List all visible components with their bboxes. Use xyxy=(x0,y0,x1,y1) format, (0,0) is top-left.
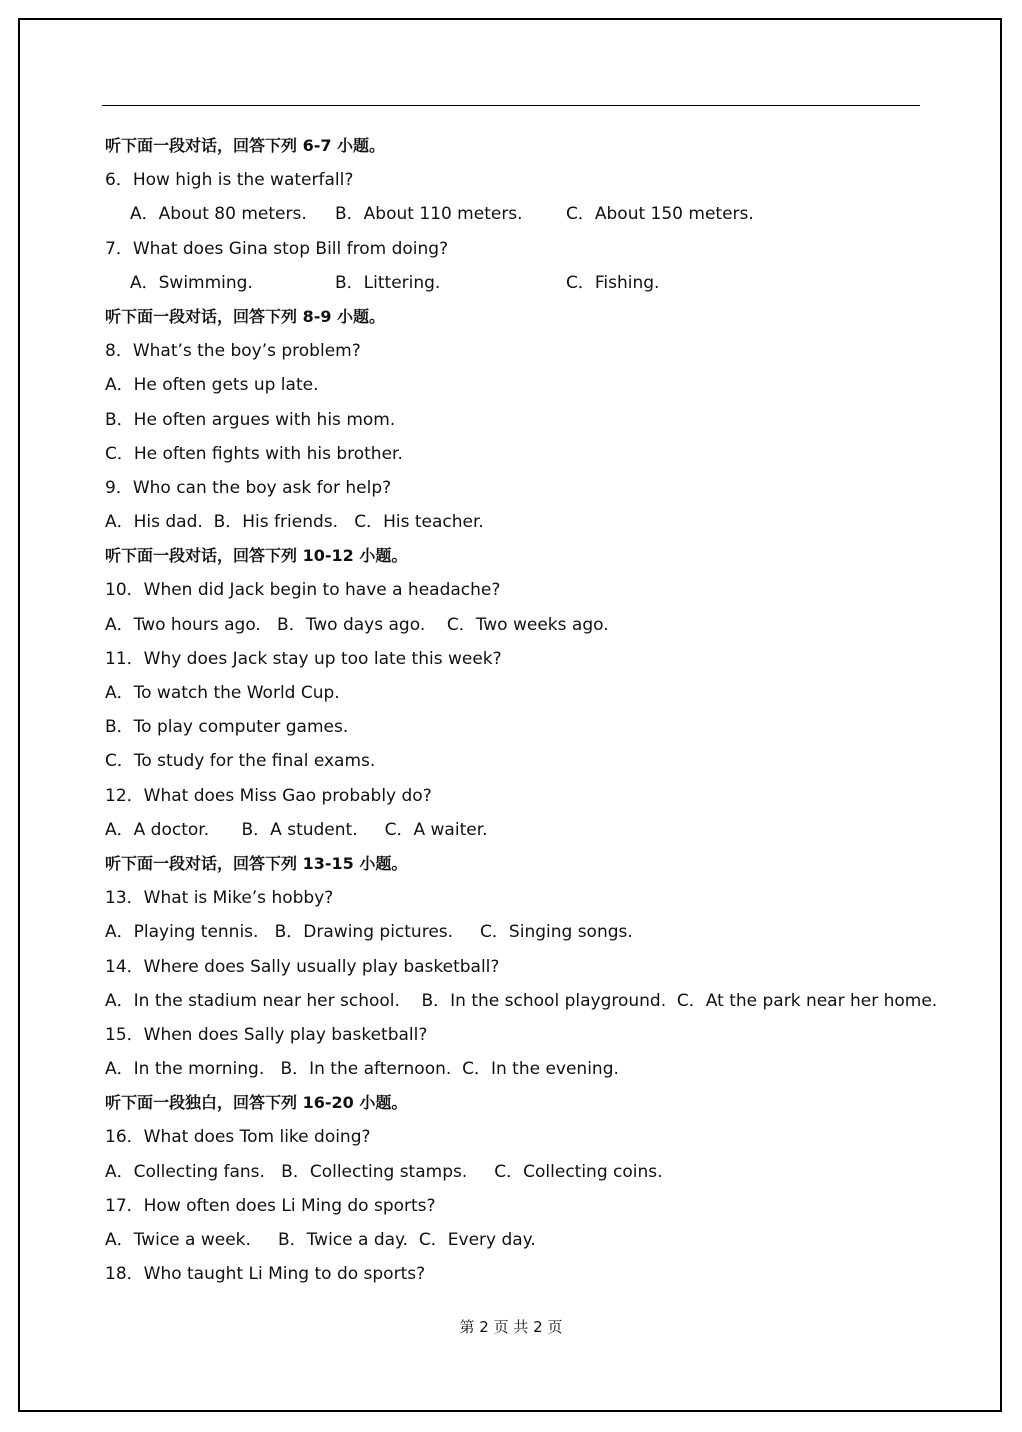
answer-line: A．Twice a week. B．Twice a day. C．Every day. xyxy=(105,1230,536,1250)
question-text: 18．Who taught Li Ming to do sports? xyxy=(105,1264,426,1285)
answer-option: C．About 150 meters. xyxy=(566,204,754,225)
answer-line: A．A doctor. B．A student. C．A waiter. xyxy=(105,819,488,840)
answer-options xyxy=(105,197,935,231)
answer-option: B．Littering. xyxy=(335,272,441,293)
section-heading: 听下面一段对话，回答下列 8-9 小题。 xyxy=(105,306,386,326)
answer-line: A．In the stadium near her school. B．In the school playground. C．At the park near her home. xyxy=(105,990,938,1011)
answer-line: B．He often argues with his mom. xyxy=(105,409,396,430)
answer-option: A．About 80 meters. xyxy=(130,204,307,225)
answer-line: A．He often gets up late. xyxy=(105,375,319,396)
question-text: 11．Why does Jack stay up too late this week? xyxy=(105,648,502,669)
question-text: 7．What does Gina stop Bill from doing? xyxy=(105,238,449,259)
question-text: 8．What’s the boy’s problem? xyxy=(105,341,361,362)
page-footer: 第 2 页 共 2 页 xyxy=(459,1318,563,1336)
answer-line: A．Two hours ago. B．Two days ago. C．Two weeks ago. xyxy=(105,614,609,635)
answer-line: C．He often fights with his brother. xyxy=(105,443,403,464)
section-heading: 听下面一段对话，回答下列 6-7 小题。 xyxy=(105,136,386,155)
answer-line: A．To watch the World Cup. xyxy=(105,683,340,703)
question-text: 12．What does Miss Gao probably do? xyxy=(105,785,432,806)
header-rule xyxy=(102,105,920,106)
question-text: 16．What does Tom like doing? xyxy=(105,1127,371,1148)
answer-line: C．To study for the final exams. xyxy=(105,751,376,772)
question-text: 10．When did Jack begin to have a headache? xyxy=(105,580,501,601)
section-heading: 听下面一段独白，回答下列 16-20 小题。 xyxy=(105,1093,408,1113)
answer-line: A．Playing tennis. B．Drawing pictures. C．Singing songs. xyxy=(105,922,633,943)
question-text: 6．How high is the waterfall? xyxy=(105,170,354,191)
question-text: 14．Where does Sally usually play basketball? xyxy=(105,956,500,977)
answer-option: A．Swimming. xyxy=(130,272,253,293)
section-heading: 听下面一段对话，回答下列 13-15 小题。 xyxy=(105,853,408,873)
answer-options xyxy=(105,266,935,300)
section-heading: 听下面一段对话，回答下列 10-12 小题。 xyxy=(105,546,408,566)
answer-line: A．Collecting fans. B．Collecting stamps. C．Collecting coins. xyxy=(105,1161,663,1182)
exam-content xyxy=(105,129,938,1291)
question-text: 13．What is Mike’s hobby? xyxy=(105,888,334,909)
answer-line: A．In the morning. B．In the afternoon. C．In the evening. xyxy=(105,1059,619,1080)
question-text: 15．When does Sally play basketball? xyxy=(105,1024,428,1045)
answer-option: C．Fishing. xyxy=(566,272,660,293)
question-text: 17．How often does Li Ming do sports? xyxy=(105,1195,436,1216)
answer-line: B．To play computer games. xyxy=(105,717,349,738)
answer-option: B．About 110 meters. xyxy=(335,204,523,225)
question-text: 9．Who can the boy ask for help? xyxy=(105,477,392,498)
answer-line: A．His dad. B．His friends. C．His teacher. xyxy=(105,512,484,533)
